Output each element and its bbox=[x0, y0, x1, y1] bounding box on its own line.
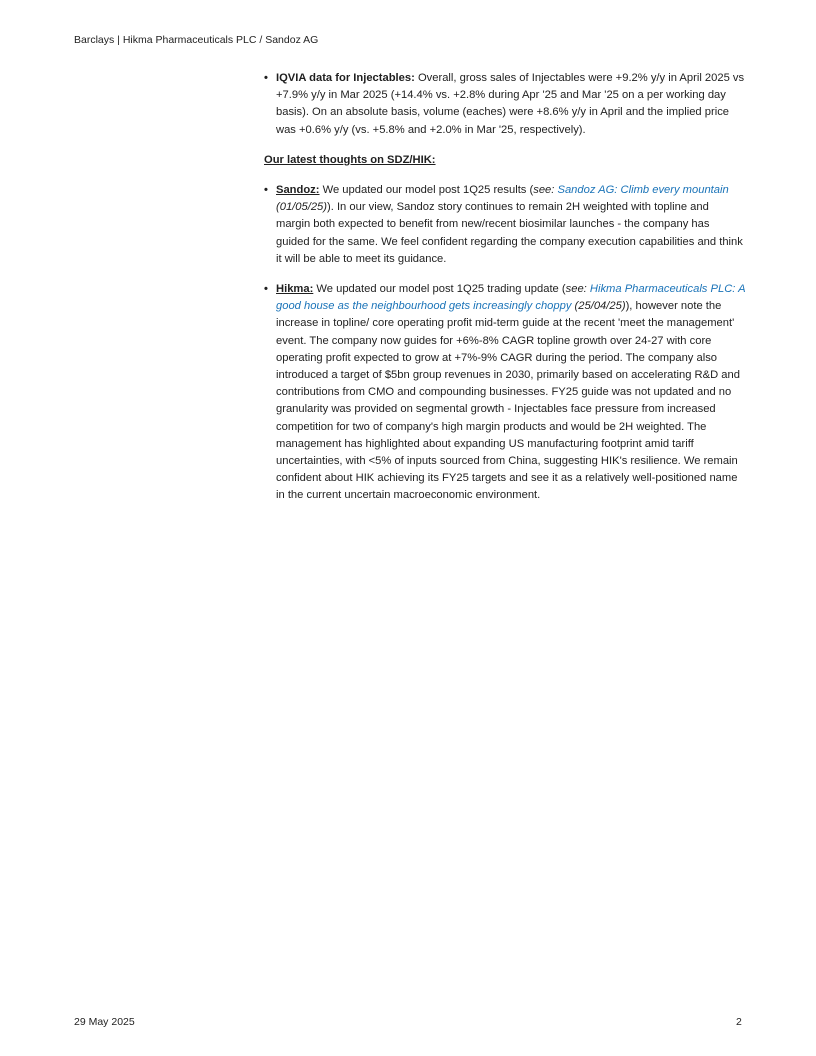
bullet-body: Overall, gross sales of Injectables were +9.2% y/y in April 2025 vs +7.9% y/y in Mar 2025 (+14.4% vs. +2.8% during Apr '25 and Mar '25 on a per working day basis). On an absolute basis, volume (eaches) were +8.6% y/y in April and the implied price was +0.6% y/y (vs. +5.8% and +2.0% in Mar '25, respectively). bbox=[276, 72, 745, 136]
sandoz-report-link[interactable]: Sandoz AG: Climb every mountain bbox=[557, 184, 729, 197]
bullet-dot: • bbox=[264, 184, 268, 197]
hikma-post: ), however note the increase in topline/ core operating profit mid-term guide at the recent 'meet the management' event. The company now guides for +6%-8% CAGR topline growth over 24-27 with core operating profit expected to grow at +7%-9% CAGR during the period. The company also introduced a target of $5bn group revenues in 2030, primarily based on accelerating R&D and contributions from CMO and compounding businesses. FY25 guide was not updated and no granularity was provided on segmental growth - Injectables face pressure from increased competition for two of company's high margin products and would be 2H weighted. The management has highlighted about expanding US manufacturing footprint amid tariff uncertainties, with <5% of inputs sourced from China, suggesting HIK's resilience. We remain confident about HIK achieving its FY25 targets and see it as a relatively well-positioned name in the current uncertain macroeconomic environment. bbox=[276, 300, 740, 502]
sandoz-see: see: bbox=[533, 184, 558, 197]
sandoz-post: ). In our view, Sandoz story continues to remain 2H weighted with topline and margin both expected to benefit from new/recent biosimilar launches - the company has guided for the same. We feel confident regarding the company execution capabilities and think it will be able to meet its guidance. bbox=[276, 201, 743, 265]
bullet-hikma bbox=[264, 281, 746, 505]
footer-date: 29 May 2025 bbox=[74, 1016, 135, 1028]
bullet-dot: • bbox=[264, 72, 268, 84]
page-header: Barclays | Hikma Pharmaceuticals PLC / Sandoz AG bbox=[74, 34, 319, 46]
bullet-iqvia bbox=[264, 70, 746, 139]
bullet-lead-hikma: Hikma: bbox=[276, 283, 314, 296]
sandoz-date: (01/05/25) bbox=[276, 201, 327, 214]
bullet-dot: • bbox=[264, 283, 268, 296]
bullet-lead: IQVIA data for Injectables: bbox=[276, 72, 415, 84]
report-body bbox=[264, 70, 746, 518]
hikma-report-link[interactable]: Hikma Pharmaceuticals PLC: A good house as the neighbourhood gets increasingly choppy bbox=[276, 283, 746, 313]
hikma-date: (25/04/25) bbox=[571, 300, 626, 313]
section-title: Our latest thoughts on SDZ/HIK: bbox=[264, 153, 436, 166]
bullet-sandoz bbox=[264, 182, 746, 268]
bullet-lead-sandoz: Sandoz: bbox=[276, 184, 320, 197]
hikma-see: see: bbox=[565, 283, 590, 296]
page-number: 2 bbox=[736, 1016, 742, 1028]
hikma-pre: We updated our model post 1Q25 trading update ( bbox=[313, 283, 566, 296]
sandoz-pre: We updated our model post 1Q25 results ( bbox=[319, 184, 534, 197]
